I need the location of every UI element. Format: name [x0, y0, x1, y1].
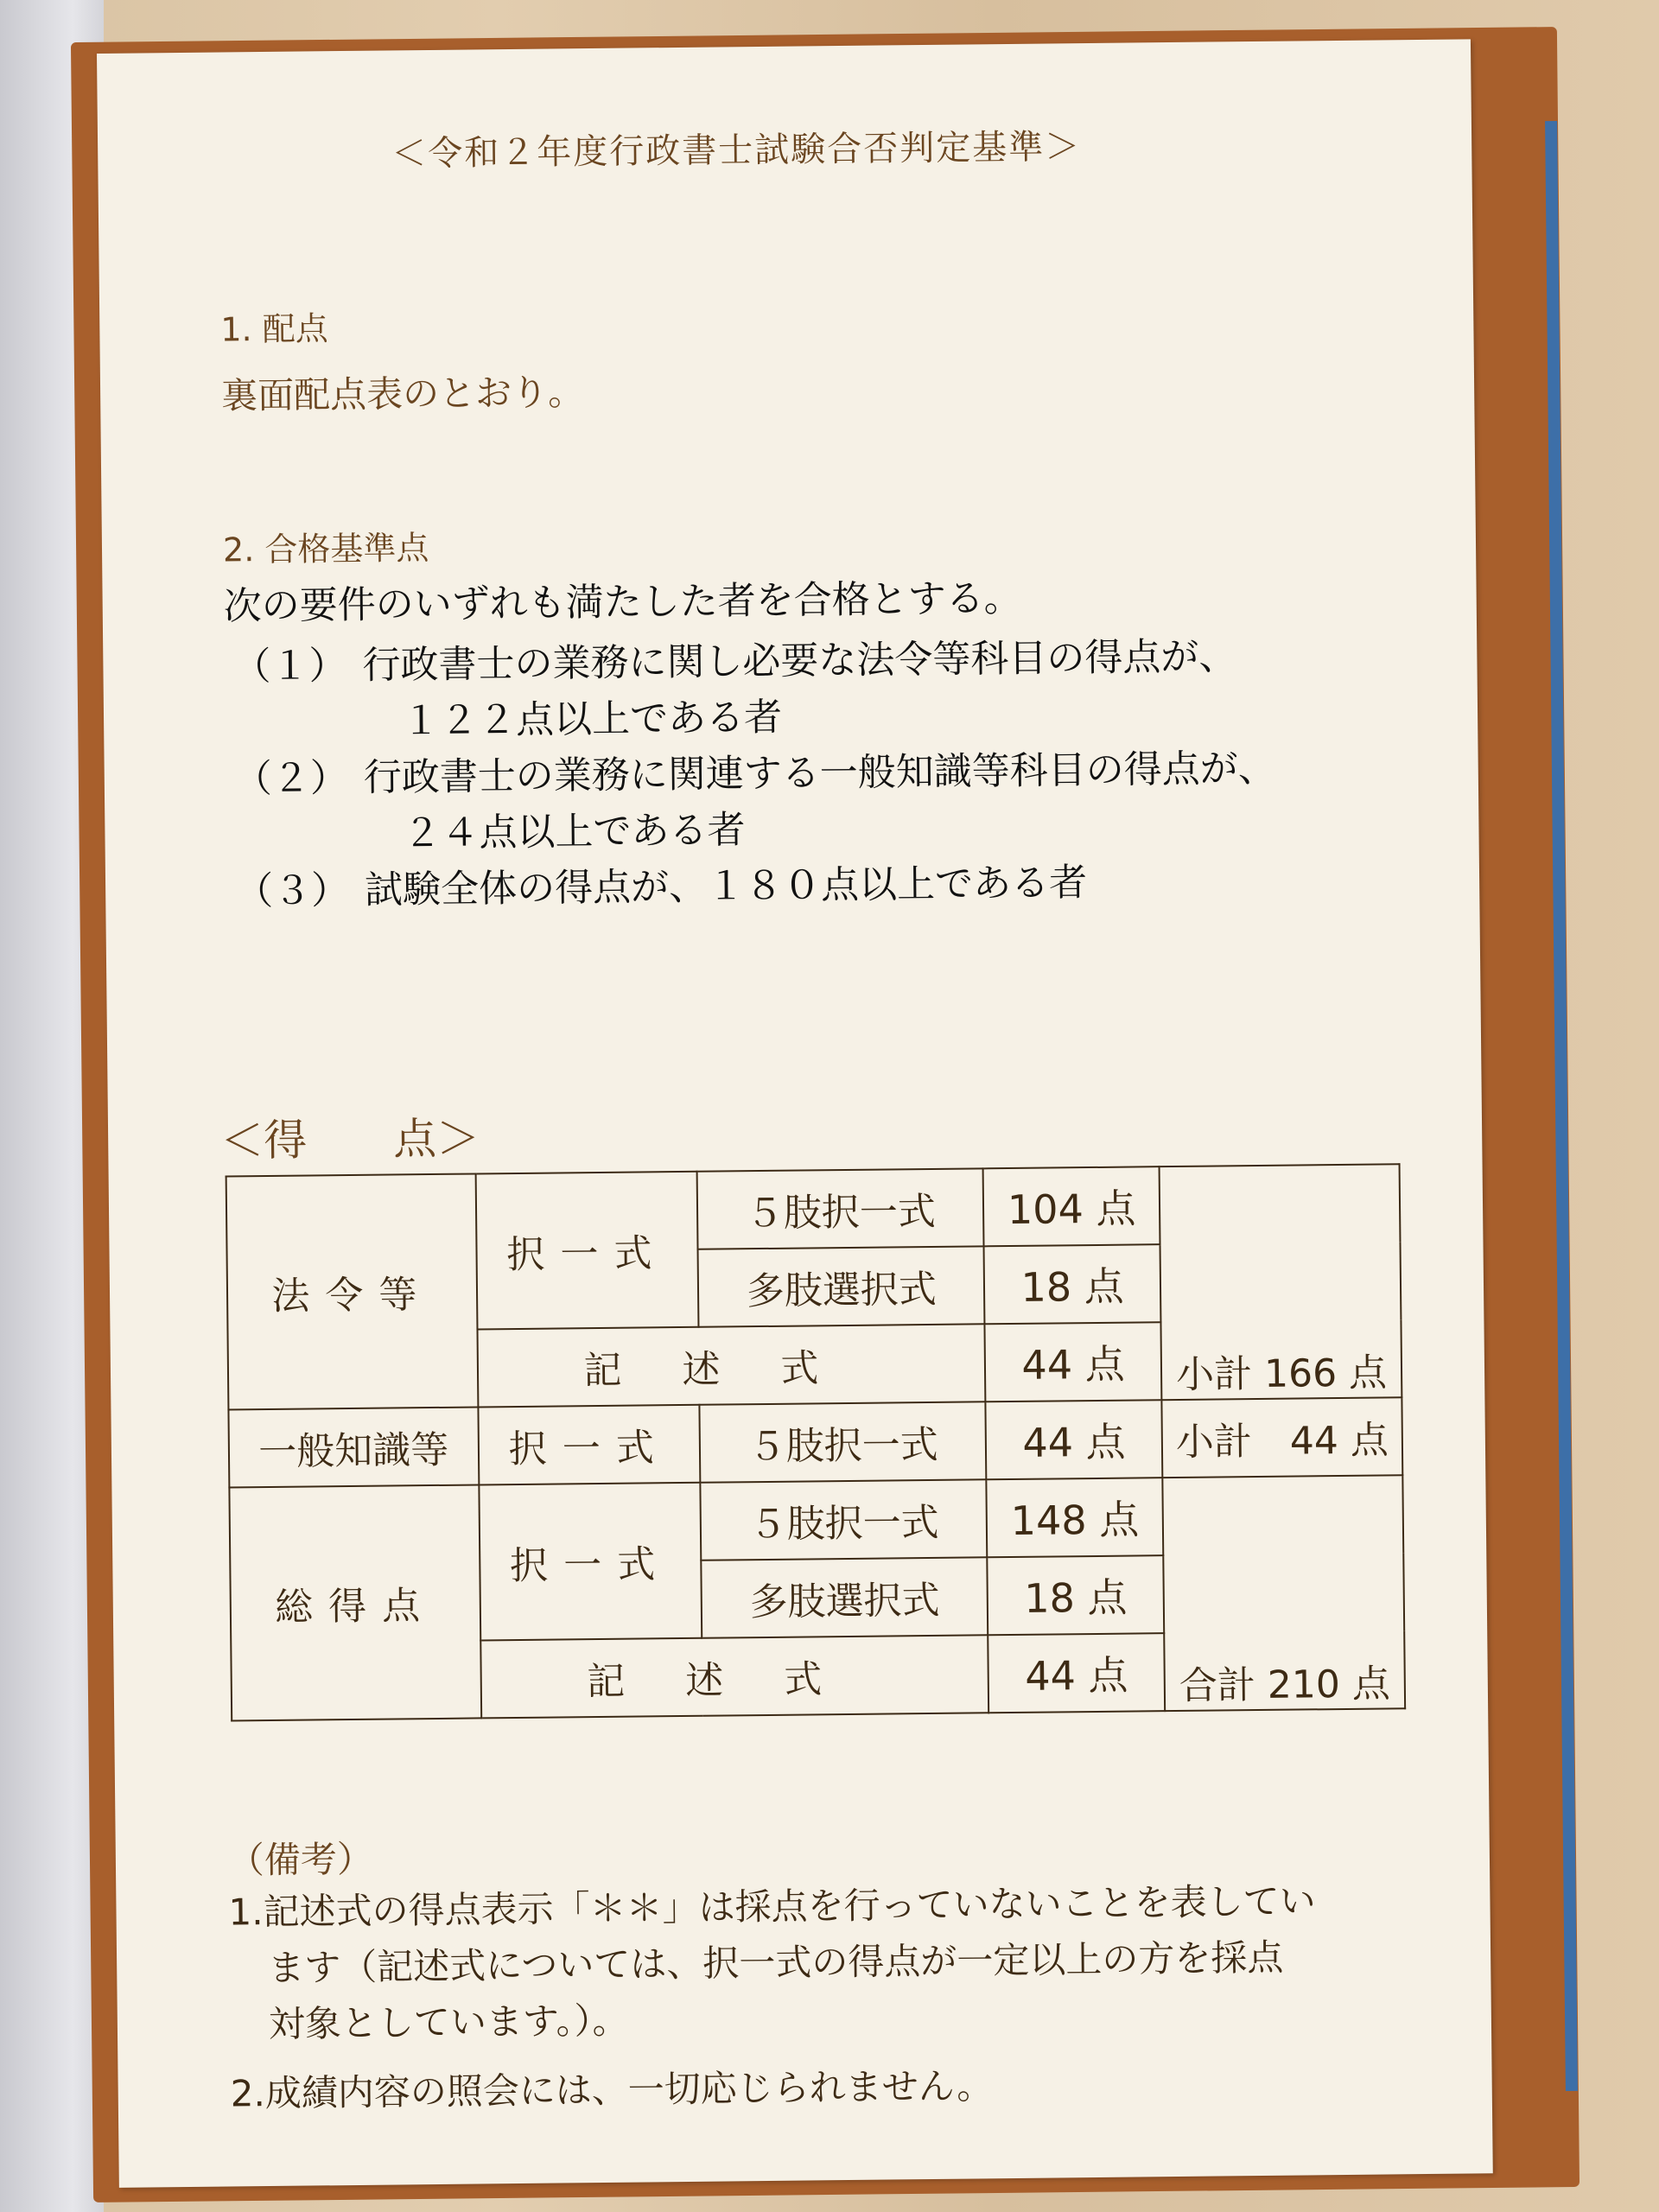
requirement-3-line1: 試験全体の得点が、１８０点以上である者 [364, 861, 1088, 912]
notes-heading: （備考） [227, 1837, 374, 1882]
note-1-line2: ます（記述式については、択一式の得点が一定以上の方を採点 [267, 1936, 1284, 1990]
points-value: 44 点 [985, 1322, 1162, 1402]
note-1-line1: 1.記述式の得点表示「＊＊」は採点を行っていないことを表してい [228, 1879, 1316, 1934]
group-name: 総得点 [229, 1484, 480, 1720]
note-2-line1: 2.成績内容の照会には、一切応じられません。 [230, 2064, 994, 2115]
points-value: 148 点 [987, 1478, 1164, 1557]
select-label: 択一式 [479, 1483, 702, 1641]
section1-heading: 1. 配点 [220, 309, 328, 349]
question-type: ５肢択一式 [697, 1168, 984, 1249]
question-type: ５肢択一式 [700, 1402, 987, 1482]
group-name: 一般知識等 [228, 1407, 478, 1487]
table-row [229, 1475, 1403, 1565]
section2-intro: 次の要件のいずれも満たした者を合格とする。 [223, 575, 1022, 629]
question-type: 記述式 [477, 1324, 986, 1407]
table-row [228, 1397, 1402, 1487]
subtotal-value: 小計 166 点 [1160, 1164, 1402, 1400]
document-page [97, 39, 1493, 2188]
subtotal-value: 小計 44 点 [1161, 1397, 1402, 1478]
page-title: ＜令和２年度行政書士試験合否判定基準＞ [391, 127, 1082, 175]
points-value: 18 点 [984, 1244, 1161, 1324]
select-label: 択一式 [478, 1405, 701, 1485]
points-value: 104 点 [983, 1166, 1160, 1246]
score-table [226, 1163, 1407, 1721]
group-name: 法令等 [226, 1173, 478, 1409]
section2-heading: 2. 合格基準点 [222, 529, 429, 569]
requirement-2-line1: 行政書士の業務に関連する一般知識等科目の得点が、 [363, 746, 1277, 800]
requirement-2-line2: ２４点以上である者 [403, 808, 746, 856]
requirement-1-number: （１） [232, 644, 347, 690]
requirement-3-number: （３） [234, 868, 350, 914]
points-value: 44 点 [986, 1400, 1163, 1479]
question-type: 多肢選択式 [702, 1557, 988, 1637]
points-value: 18 点 [988, 1555, 1165, 1635]
points-value: 44 点 [988, 1633, 1166, 1713]
requirement-1-line2: １２２点以上である者 [401, 695, 783, 744]
section1-body: 裏面配点表のとおり。 [220, 371, 585, 417]
note-1-line3: 対象としています。）。 [268, 1999, 629, 2046]
requirement-1-line1: 行政書士の業務に関し必要な法令等科目の得点が、 [362, 634, 1237, 688]
question-type: ５肢択一式 [701, 1479, 988, 1560]
question-type: 多肢選択式 [698, 1246, 985, 1326]
question-type: 記述式 [480, 1635, 989, 1718]
scores-heading: ＜得 点＞ [219, 1113, 480, 1166]
requirement-2-number: （２） [233, 756, 349, 802]
select-label: 択一式 [475, 1172, 699, 1330]
table-row [226, 1164, 1401, 1254]
total-value: 合計 210 点 [1162, 1475, 1405, 1711]
